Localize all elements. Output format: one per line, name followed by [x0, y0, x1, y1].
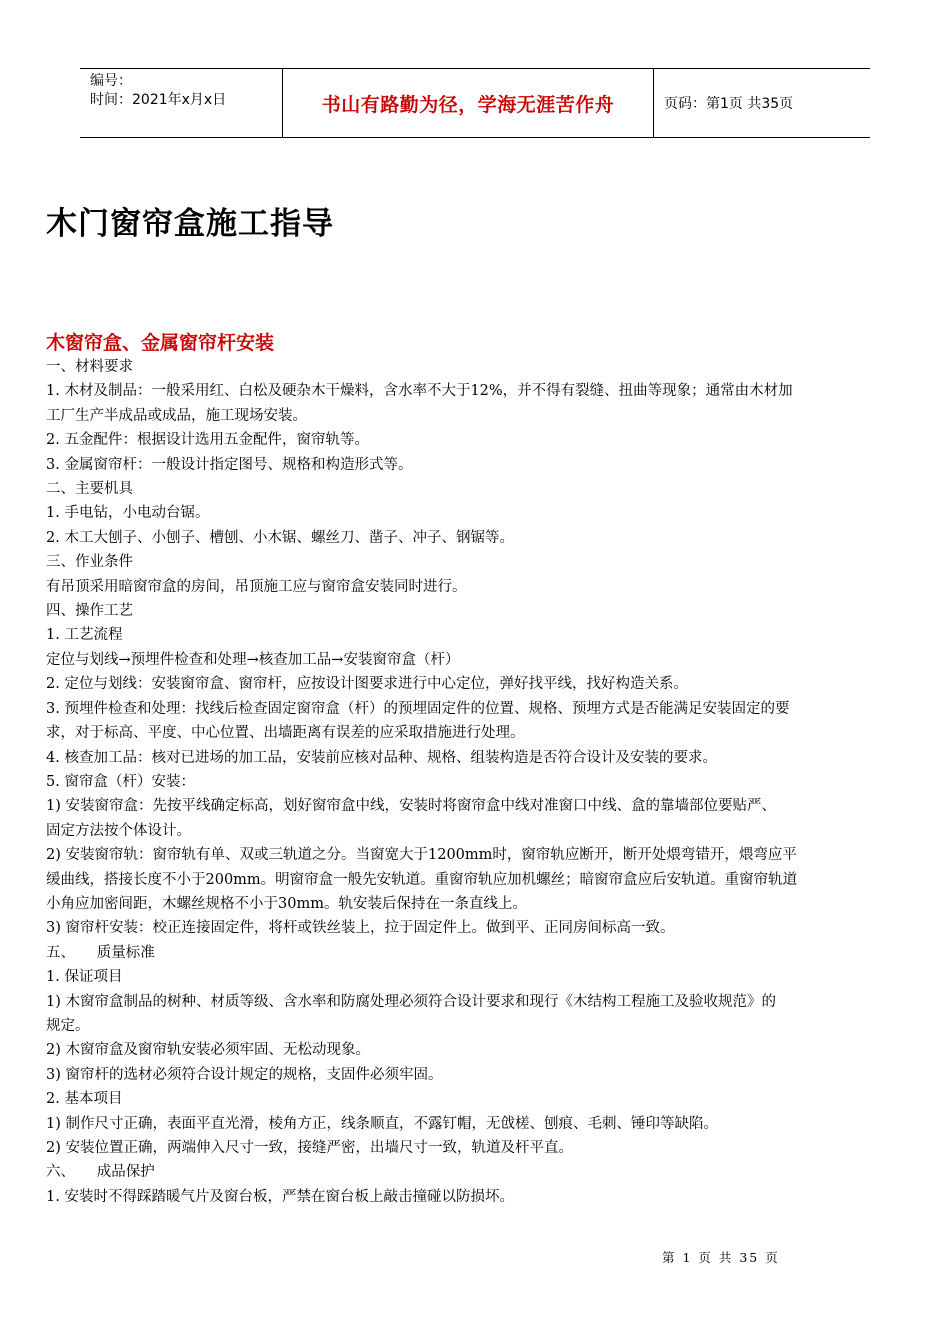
text-line: 缓曲线，搭接长度不小于200mm。明窗帘盒一般先安轨道。重窗帘轨应加机螺丝；暗窗帘盒应后安轨道。重窗帘轨道: [46, 871, 798, 888]
text-line: 2) 安装位置正确，两端伸入尺寸一致，接缝严密，出墙尺寸一致，轨道及杆平直。: [46, 1140, 573, 1156]
text-line: 2. 五金配件：根据设计选用五金配件，窗帘轨等。: [46, 432, 369, 449]
text-line: 1. 木材及制品：一般采用红、白松及硬杂木干燥料，含水率不大于12%，并不得有裂缝、扭曲等现象；通常由木材加: [46, 383, 793, 400]
text-line: 五、 质量标准: [46, 944, 155, 961]
text-line: 3) 窗帘杆的选材必须符合设计规定的规格，支固件必须牢固。: [46, 1066, 443, 1083]
text-line: 1. 工艺流程: [46, 627, 123, 644]
text-line: 三、作业条件: [46, 554, 133, 571]
text-line: 一、材料要求: [46, 359, 133, 375]
text-line: 四、操作工艺: [46, 603, 133, 620]
document-body: [46, 355, 908, 1209]
text-line: 3. 金属窗帘杆：一般设计指定图号、规格和构造形式等。: [46, 456, 413, 473]
text-line: 1) 安装窗帘盒：先按平线确定标高，划好窗帘盒中线，安装时将窗帘盒中线对准窗口中线、盒的靠墙部位要贴严、: [46, 798, 776, 815]
text-line: 2. 基本项目: [46, 1091, 123, 1108]
document-date: 时间：2021年x月x日: [90, 92, 227, 108]
text-line: 2) 木窗帘盒及窗帘轨安装必须牢固、无松动现象。: [46, 1042, 370, 1059]
text-line: 固定方法按个体设计。: [46, 822, 191, 839]
text-line: 3) 窗帘杆安装：校正连接固定件，将杆或铁丝装上，拉于固定件上。做到平、正同房间标高一致。: [46, 920, 675, 937]
text-line: 规定。: [46, 1017, 90, 1034]
text-line: 1. 保证项目: [46, 969, 123, 986]
text-line: 1. 手电钻，小电动台锯。: [46, 505, 210, 522]
text-line: 1) 制作尺寸正确，表面平直光滑，棱角方正，线条顺直，不露钉帽，无戗槎、刨痕、毛刺、锤印等缺陷。: [46, 1115, 718, 1132]
text-line: 小角应加密间距，木螺丝规格不小于30mm。轨安装后保持在一条直线上。: [46, 895, 527, 912]
text-line: 1) 木窗帘盒制品的树种、材质等级、含水率和防腐处理必须符合设计要求和现行《木结构工程施工及验收规范》的: [46, 993, 776, 1010]
document-number-label: 编号：: [90, 73, 132, 89]
text-line: 3. 预埋件检查和处理：找线后检查固定窗帘盒（杆）的预埋固定件的位置、规格、预埋方式是否能满足安装固定的要: [46, 700, 790, 717]
text-line: 5. 窗帘盒（杆）安装：: [46, 773, 195, 790]
section-title: 木窗帘盒、金属窗帘杆安装: [46, 332, 275, 354]
text-line: 定位与划线→预埋件检查和处理→核查加工品→安装窗帘盒（杆）: [46, 651, 460, 668]
header-motto: 书山有路勤为径，学海无涯苦作舟: [282, 69, 654, 137]
page-footer: 第 1 页 共 35 页: [662, 1250, 780, 1265]
text-line: 4. 核查加工品：核对已进场的加工品，安装前应核对品种、规格、组装构造是否符合设计及安装的要求。: [46, 749, 717, 766]
header-meta: [80, 69, 282, 137]
text-line: 二、主要机具: [46, 481, 133, 498]
text-line: 工厂生产半成品或成品，施工现场安装。: [46, 407, 307, 424]
text-line: 求，对于标高、平度、中心位置、出墙距离有误差的应采取措施进行处理。: [46, 725, 525, 742]
text-line: 有吊顶采用暗窗帘盒的房间，吊顶施工应与窗帘盒安装同时进行。: [46, 578, 467, 595]
header-page-info: 页码：第1页 共35页: [664, 96, 794, 112]
text-line: 六、 成品保护: [46, 1164, 155, 1181]
document-title: 木门窗帘盒施工指导: [46, 206, 334, 242]
text-line: 2) 安装窗帘轨：窗帘轨有单、双或三轨道之分。当窗宽大于1200mm时，窗帘轨应断开，断开处煨弯错开，煨弯应平: [46, 847, 797, 864]
text-line: 2. 定位与划线：安装窗帘盒、窗帘杆，应按设计图要求进行中心定位，弹好找平线，找好构造关系。: [46, 676, 688, 693]
page-header: [80, 68, 870, 138]
text-line: 2. 木工大刨子、小刨子、槽刨、小木锯、螺丝刀、凿子、冲子、钢锯等。: [46, 529, 514, 546]
text-line: 1. 安装时不得踩踏暖气片及窗台板，严禁在窗台板上敲击撞碰以防损坏。: [46, 1188, 514, 1205]
